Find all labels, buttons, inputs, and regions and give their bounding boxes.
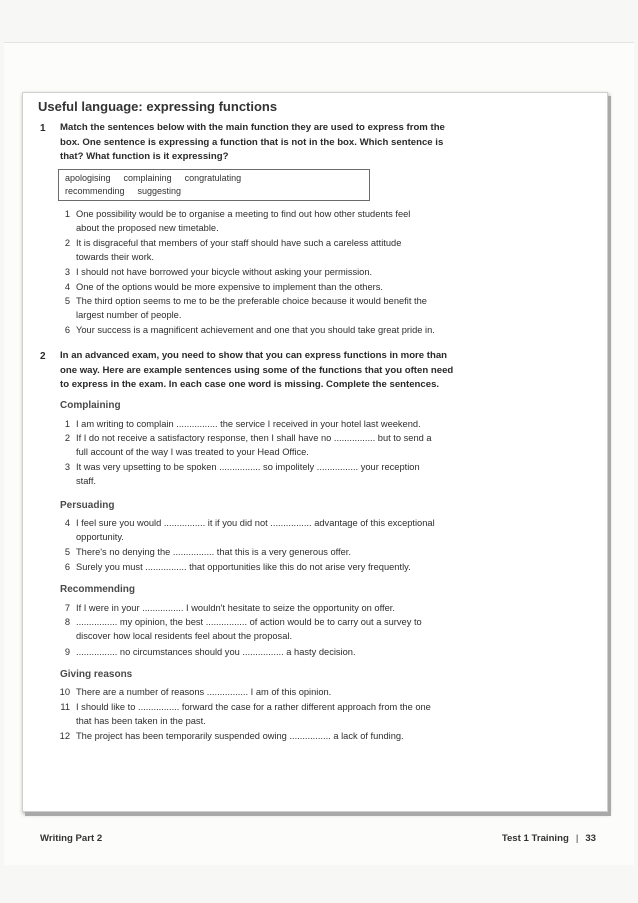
functions-box-row-2: recommending suggesting — [65, 186, 182, 196]
functions-box-row-1: apologising complaining congratulating — [65, 173, 242, 183]
functions-box — [58, 169, 370, 201]
q2-item: 8 ................ my opinion, the best ................ of action would be to carry out a survey to discover how local residents feel about the proposal. — [64, 617, 422, 642]
q1-item: 1 One possibility would be to organise a meeting to find out how other students feel about the proposed new timetable. — [64, 209, 411, 234]
question-1-text: Match the sentences below with the main function they are used to express from the box. One sentence is expressing a function that is not in the box. Which sentence is that? What function is it expressing? — [60, 122, 445, 162]
q2-item: 1 I am writing to complain ................ the service I received in your hotel last weekend. — [64, 419, 421, 429]
q2-item: 4 I feel sure you would ................ it if you did not ................ advantage of this exceptional opportunity. — [64, 518, 435, 543]
q2-item: 2 If I do not receive a satisfactory response, then I shall have no ................ but to send a full account of the way I was treated to your Head Office. — [64, 433, 432, 458]
footer-separator: | — [575, 833, 579, 844]
page-number: 33 — [585, 833, 596, 844]
q1-item: 3 I should not have borrowed your bicycle without asking your permission. — [64, 267, 373, 277]
q2-item: 5 There's no denying the ................ that this is a very generous offer. — [64, 547, 351, 557]
subsection-title-complaining: Complaining — [60, 400, 121, 411]
q1-item: 2 It is disgraceful that members of your staff should have such a careless attitude towards their work. — [64, 238, 402, 263]
q2-item: 6 Surely you must ................ that opportunities like this do not arise very frequently. — [64, 562, 411, 572]
q1-item: 5 The third option seems to me to be the preferable choice because it would benefit the largest number of people. — [64, 296, 427, 321]
subsection-title-recommending: Recommending — [60, 584, 136, 595]
question-2-number: 2 — [40, 351, 46, 362]
q1-item: 4 One of the options would be more expensive to implement than the others. — [64, 282, 383, 292]
question-1-number: 1 — [40, 123, 46, 134]
section-heading: Useful language: expressing functions — [38, 99, 278, 114]
footer-section-label: Test 1 Training — [501, 833, 569, 844]
q2-item: 3 It was very upsetting to be spoken ................ so impolitely ................ your reception staff. — [64, 462, 420, 487]
q2-item: 7 If I were in your ................ I wouldn't hesitate to seize the opportunity on offer. — [64, 603, 395, 613]
q1-item: 6 Your success is a magnificent achievement and one that you should take great pride in. — [64, 325, 435, 335]
q2-item: 12 The project has been temporarily suspended owing ................ a lack of funding. — [59, 731, 404, 741]
q2-item: 11 I should like to ................ forward the case for a rather different approach from the one that has been taken in the past. — [60, 702, 431, 727]
subsection-title-giving-reasons: Giving reasons — [60, 669, 133, 680]
subsection-title-persuading: Persuading — [60, 500, 115, 511]
question-2-text: In an advanced exam, you need to show that you can express functions in more than one way. Here are example sentences using some of the functions that you often need to express in the exam. In each case one word is missing. Complete the sentences. — [60, 350, 454, 390]
footer-right — [502, 833, 596, 844]
q2-item: 10 There are a number of reasons ................ I am of this opinion. — [59, 687, 332, 697]
q2-item: 9 ................ no circumstances should you ................ a hasty decision. — [64, 647, 356, 657]
footer-part-label: Writing Part 2 — [40, 833, 103, 844]
